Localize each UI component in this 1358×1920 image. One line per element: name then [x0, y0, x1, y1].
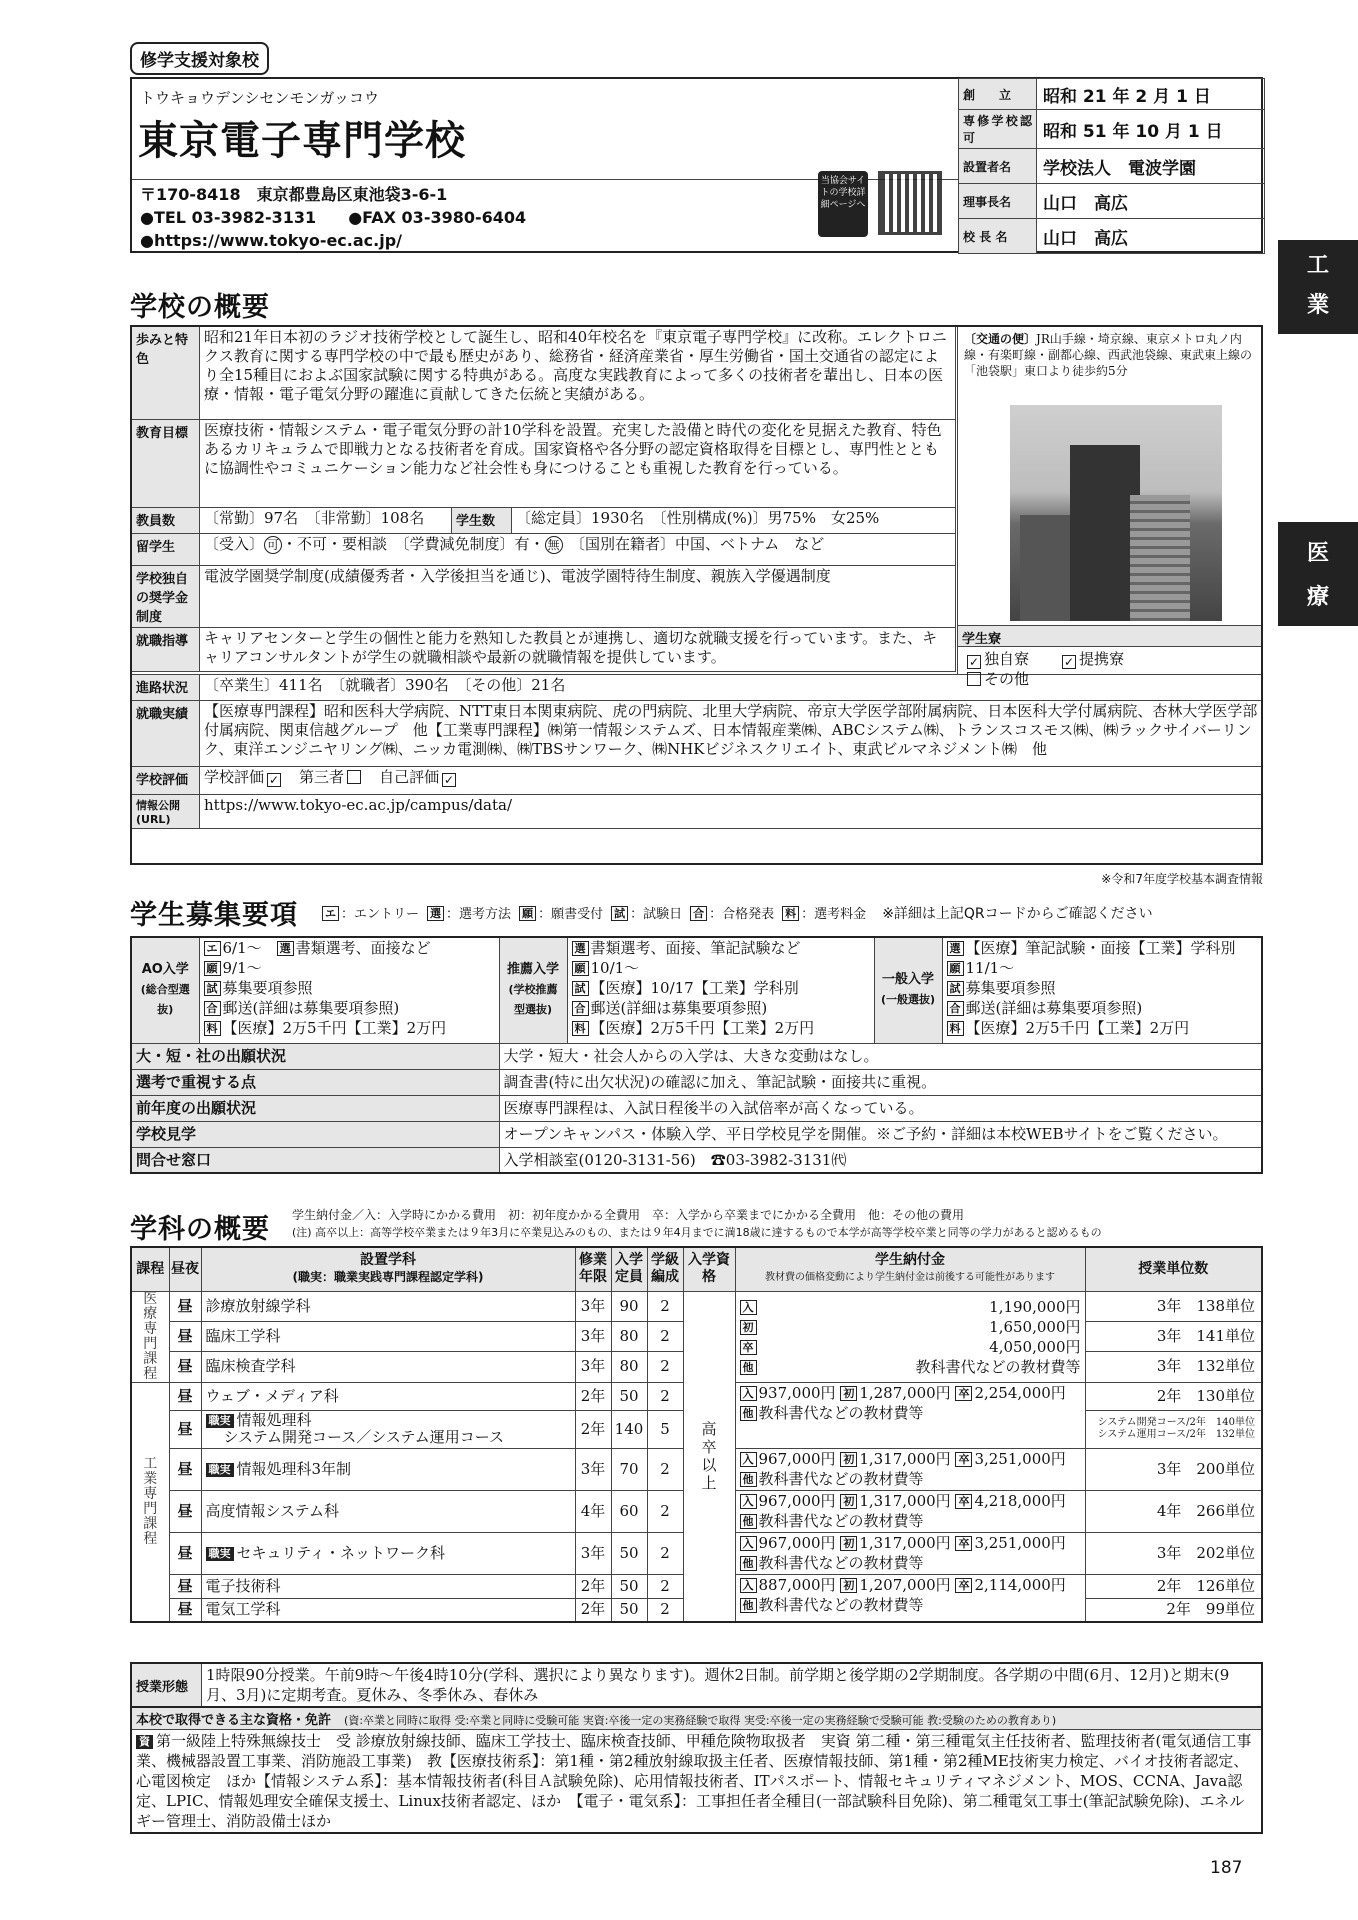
legend-item: 試 ：試験日 — [611, 907, 682, 922]
students-label: 学生数 — [452, 508, 512, 534]
path-label: 進路状況 — [132, 675, 200, 701]
recruit-line: 試 【医療】10/17【工業】学科別 — [572, 978, 870, 998]
table-row: 昼 電子技術科 2年 50 2 入 887,000円 初 1,207,000円 卒 2,114,000円 他 教科書代などの教材費等 2年 126単位 — [131, 1574, 1262, 1598]
qr-code-icon[interactable] — [878, 171, 942, 235]
eval-label: 学校評価 — [132, 767, 200, 795]
lesson-form: 授業形態 1時限90分授業。午前9時〜午後4時10分(学科、選択により異なります)。週休2日制。前学期と後学期の2学期制度。各学期の中間(6月、12月)と期末(9月、3月)に定期考査。夏休み、冬季休み、春休み — [130, 1662, 1263, 1706]
info-value: 山口 高広 — [1037, 219, 1265, 254]
recruit-legend: エ ：エントリー 選 ：選考方法 願 ：願書受付 試 ：試験日 合 ：合格発表 料 ：選考料金 ※詳細は上記QRコードからご確認ください — [322, 903, 1153, 923]
recruit-row-value: オープンキャンパス・体験入学、平日学校見学を開催。※ご予約・詳細は本校WEBサイトをご覧ください。 — [499, 1121, 1262, 1147]
info-label: 理事長名 — [959, 184, 1037, 219]
fee-note: (注) 高卒以上：高等学校卒業または９年3月に卒業見込みのもの、または９年4月までに満18歳に達するもので本学が高等学校卒業と同等の学力があると認めるもの — [292, 1226, 1102, 1239]
recruit-line: 選 【医療】筆記試験・面接【工業】学科別 — [947, 938, 1258, 958]
recruit-line: 試 募集要項参照 — [204, 978, 495, 998]
jobs-label: 就職実績 — [132, 701, 200, 767]
legend-item: 合 ：合格発表 — [690, 907, 774, 922]
goal-text: 医療技術・情報システム・電子電気分野の計10学科を設置。充実した設備と時代の変化を見据えた教育、特色あるカリキュラムで即戦力となる技術者を育成。国家資格や各分野の認定資格取得を目標とし、専門性とともに協調性やコミュニケーション能力など社会性も身につけることも重視した教育を行っている。 — [200, 420, 956, 508]
dept-table: 課程 昼夜 設置学科 (職実：職業実践専門課程認定学科) 修業年限 入学定員 学級編成 入学資格 学生納付金 教材費の価格変動により学生納付金は前後する可能性があります 授業単位数 医 療 専 門 課 程 昼 診療放射線学科 3年 90 2 高 卒 以 上 入 1,190,000円 初 1,650,000円 卒 4,050,000円 他 教科書代などの教材費等 3年 138単位 昼 臨床工学科 3年 80 2 3年 141単位 昼 臨床検査学科 3年 80 2 3年 132単位 工 業 専 門 課 程 昼 ウェブ・メディア科 2年 50 2 入 937,000円 初 1,287,000円 卒 2,254,000円 他 教科書代などの教材費等 2年 130単位 昼 職実 情報処理科 システム開発コース／システム運用コース 2年 140 5 システム開発コース/2年 140単位 システム運用コース/2年 132単位 昼 職実 情報処理科3年制 3年 70 2 入 967,000円 初 1,317,000円 卒 3,251,000円 他 教科書代などの教材費等 3年 200単位 昼 高度情報システム科 4年 60 2 入 967,000円 初 1,317,000円 卒 4,218,000円 他 教科書代などの教材費等 4年 266単位 昼 職実 セキュリティ・ネットワーク科 3年 50 2 入 967,000円 初 1,317,000円 卒 3,251,000円 他 教科書代などの教材費等 3年 202単位 昼 電子技術科 2年 50 2 入 887,000円 初 1,207,000円 卒 2,114,000円 他 教科書代などの教材費等 2年 126単位 昼 電気工学科 2年 50 2 2年 99単位 — [130, 1246, 1263, 1623]
legend-item: エ ：エントリー — [322, 907, 419, 922]
ind-fee: 入 967,000円 初 1,317,000円 卒 3,251,000円 他 教科書代などの教材費等 — [735, 1532, 1085, 1574]
building-photo — [1010, 405, 1222, 621]
school-header — [130, 77, 1263, 253]
recruit-row-value: 大学・短大・社会人からの入学は、大きな変動はなし。 — [499, 1043, 1262, 1069]
intl-text: 〔受入〕 可 ・不可・要相談 〔学費減免制度〕有・ 無 〔国別在籍者〕中国、ベトナム など — [200, 534, 956, 566]
school-address: 〒170-8418 東京都豊島区東池袋3-6-1 ●TEL 03-3982-3131 ●FAX 03-3980-6404 ●https://www.tokyo-ec.ac.jp/ — [140, 185, 527, 250]
table-row: 昼 職実 情報処理科3年制 3年 70 2 入 967,000円 初 1,317,000円 卒 3,251,000円 他 教科書代などの教材費等 3年 200単位 — [131, 1448, 1262, 1490]
jobs-text: 【医療専門課程】昭和医科大学病院、NTT東日本関東病院、虎の門病院、北里大学病院、帝京大学医学部附属病院、日本医科大学付属病院、杏林大学医学部付属病院、関東信越グループ 他【工業専門課程】㈱第一情報システムズ、日本情報産業㈱、ABCシステム㈱、トランスコスモス㈱、㈱ラックサイバーリンク、東洋エンジニヤリング㈱、ニッカ電測㈱、㈱TBSサンワーク、㈱NHKビジネスクリエイト、東武ビルマネジメント㈱ 他 — [200, 701, 1264, 767]
recruit-line: 合 郵送(詳細は募集要項参照) — [947, 998, 1258, 1018]
ind-fee: 入 967,000円 初 1,317,000円 卒 4,218,000円 他 教科書代などの教材費等 — [735, 1490, 1085, 1532]
page-number: 187 — [1210, 1858, 1243, 1878]
info-label: 創 立 — [959, 79, 1037, 110]
recruit-row-value: 医療専門課程は、入試日程後半の入試倍率が高くなっている。 — [499, 1095, 1262, 1121]
general-details — [942, 937, 1262, 1043]
side-tab-iryou[interactable]: 医 療 — [1278, 522, 1358, 626]
recruit-row-value: 調査書(特に出欠状況)の確認に加え、筆記試験・面接共に重視。 — [499, 1069, 1262, 1095]
med-fee: 入 1,190,000円 初 1,650,000円 卒 4,050,000円 他 教科書代などの教材費等 — [735, 1291, 1085, 1382]
side-tab-kougyou[interactable]: 工 業 — [1278, 240, 1358, 334]
scholar-label: 学校独自の奨学金制度 — [132, 566, 200, 628]
career-label: 就職指導 — [132, 628, 200, 672]
info-label: 設置者名 — [959, 149, 1037, 184]
recruit-row-label: 選考で重視する点 — [131, 1069, 499, 1095]
recruit-line: 合 郵送(詳細は募集要項参照) — [204, 998, 495, 1018]
table-row: 昼 高度情報システム科 4年 60 2 入 967,000円 初 1,317,000円 卒 4,218,000円 他 教科書代などの教材費等 4年 266単位 — [131, 1490, 1262, 1532]
fee-legend: 学生納付金／入：入学時にかかる費用 初：初年度かかる全費用 卒：入学から卒業までにかかる全費用 他：その他の費用 — [292, 1208, 965, 1222]
recruit-line: エ 6/1〜 選 書類選考、面接など — [204, 938, 495, 958]
legend-item: 選 ：選考方法 — [427, 907, 511, 922]
scholar-text: 電波学園奨学制度(成績優秀者・入学後担当を通じ)、電波学園特待生制度、親族入学優遇制度 — [200, 566, 956, 628]
recruit-line: 選 書類選考、面接、筆記試験など — [572, 938, 870, 958]
recruit-line: 料 【医療】2万5千円【工業】2万円 — [572, 1018, 870, 1038]
table-row: 昼 臨床検査学科 3年 80 2 3年 132単位 — [131, 1352, 1262, 1382]
public-label: 情報公開(URL) — [132, 795, 200, 829]
recruit-row-label: 学校見学 — [131, 1121, 499, 1147]
table-row: 昼 職実 情報処理科 システム開発コース／システム運用コース 2年 140 5 システム開発コース/2年 140単位 システム運用コース/2年 132単位 — [131, 1410, 1262, 1448]
info-label: 校 長 名 — [959, 219, 1037, 254]
qual-cell: 高 卒 以 上 — [683, 1291, 735, 1622]
table-row: 昼 職実 セキュリティ・ネットワーク科 3年 50 2 入 967,000円 初 1,317,000円 卒 3,251,000円 他 教科書代などの教材費等 3年 202単位 — [131, 1532, 1262, 1574]
info-value: 学校法人 電波学園 — [1037, 149, 1265, 184]
legend-item: 願 ：願書受付 — [519, 907, 603, 922]
access-panel: 〔交通の便〕JR山手線・埼京線、東京メトロ丸ノ内線・有楽町線・副都心線、西武池袋線、東武東上線の「池袋駅」東口より徒歩約5分 学生寮 ✓ 独自寮 ✓ 提携寮 その他 — [957, 327, 1263, 674]
group-industry: 工 業 専 門 課 程 — [131, 1382, 169, 1622]
info-value: 昭和 51 年 10 月 1 日 — [1037, 110, 1265, 149]
career-text: キャリアセンターと学生の個性と能力を熟知した教員とが連携し、適切な就職支援を行っています。また、キャリアコンサルタントが学生の就職相談や最新の就職情報を提供しています。 — [200, 628, 956, 672]
dorm-label: 学生寮 — [958, 625, 1263, 647]
info-value: 山口 高広 — [1037, 184, 1265, 219]
licenses: 本校で取得できる主な資格・免許 (資:卒業と同時に取得 受:卒業と同時に受験可能 実資:卒後一定の実務経験で取得 実受:卒後一定の実務経験で受験可能 教:受験のための教育あり) 資 第一級陸上特殊無線技士 受 診療放射線技師、臨床工学技士、臨床検査技師、甲種危険物取扱者 実資 第二種・第三種電気主任技術者、監理技術者(電気通信工事業、機械器設置工事業、消防施設工事業) 教【医療技術系】：第1種・第2種放射線取扱主任者、医療情報技師、第1種・第2種ME技術実力検定、バイオ技術者認定、心電図検定 ほか【情報システム系】：基本情報技術者(科目Ａ試験免除)、応用情報技術者、ITパスポート、情報セキュリティマネジメント、MOS、CCNA、Java認定、LPIC、情報処理安全確保支援士、Linux技術者認定、ほか 【電子・電気系】：工事担任者全種目(一部試験科目免除)、第二種電気工事士(筆記試験免除)、エネルギー管理士、消防設備士ほか — [130, 1706, 1263, 1834]
dept-title: 学科の概要 — [130, 1214, 270, 1245]
suisen-details — [567, 937, 874, 1043]
table-row: 昼 臨床工学科 3年 80 2 3年 141単位 — [131, 1321, 1262, 1351]
history-label: 歩みと特色 — [132, 327, 200, 420]
recruit-row-label: 前年度の出願状況 — [131, 1095, 499, 1121]
school-url[interactable]: ●https://www.tokyo-ec.ac.jp/ — [140, 231, 403, 250]
ind-fee: 入 887,000円 初 1,207,000円 卒 2,114,000円 他 教科書代などの教材費等 — [735, 1574, 1085, 1622]
ind-fee: 入 937,000円 初 1,287,000円 卒 2,254,000円 他 教科書代などの教材費等 — [735, 1382, 1085, 1448]
survey-note: ※令和7年度学校基本調査情報 — [1101, 872, 1263, 886]
school-name: 東京電子専門学校 — [138, 118, 466, 164]
staff-label: 教員数 — [132, 508, 200, 534]
eval-text: 学校評価 ✓ 第三者 自己評価 ✓ — [200, 767, 1264, 795]
info-table — [958, 78, 1265, 254]
legend-item: 料 ：選考料金 — [782, 907, 866, 922]
history-text: 昭和21年日本初のラジオ技術学校として誕生し、昭和40年校名を『東京電子専門学校』に改称。エレクトロニクス教育に関する専門学校の中で最も歴史があり、総務省・経済産業省・厚生労働省・国土交通省の認定により全15種目におよぶ国家試験に関する特典がある。高度な実践教育によって多くの技術者を輩出し、日本の医療・情報・電子電気分野の躍進に貢献してきた伝統と実績がある。 — [200, 327, 956, 420]
path-text: 〔卒業生〕411名 〔就職者〕390名 〔その他〕21名 — [200, 675, 1264, 701]
overview-title: 学校の概要 — [130, 292, 270, 323]
recruit-title: 学生募集要項 — [130, 900, 298, 931]
group-medical: 医 療 専 門 課 程 — [131, 1291, 169, 1382]
table-row: 医 療 専 門 課 程 昼 診療放射線学科 3年 90 2 高 卒 以 上 入 1,190,000円 初 1,650,000円 卒 4,050,000円 他 教科書代などの教材費等 3年 138単位 — [131, 1291, 1262, 1321]
recruit-line: 試 募集要項参照 — [947, 978, 1258, 998]
info-value: 昭和 21 年 2 月 1 日 — [1037, 79, 1265, 110]
ind-fee: 入 967,000円 初 1,317,000円 卒 3,251,000円 他 教科書代などの教材費等 — [735, 1448, 1085, 1490]
overview-box — [130, 325, 1263, 865]
recruit-line: 願 10/1〜 — [572, 958, 870, 978]
recruit-line: 合 郵送(詳細は募集要項参照) — [572, 998, 870, 1018]
school-kana: トウキョウデンシセンモンガッコウ — [140, 89, 380, 107]
ao-details — [199, 937, 499, 1043]
recruit-line: 料 【医療】2万5千円【工業】2万円 — [204, 1018, 495, 1038]
dorm-options: ✓ 独自寮 ✓ 提携寮 その他 — [968, 650, 1125, 688]
recruit-table: AO入学 (総合型選抜) エ 6/1〜 選 書類選考、面接など 願 9/1〜 試 募集要項参照 合 郵送(詳細は募集要項参照) 料 【医療】2万5千円【工業】2万円 推薦入学 (学校推薦型選抜) 選 書類選考、面接、筆記試験など 願 10/1〜 試 【医療】10/17【工業】学科別 合 郵送(詳細は募集要項参照) 料 【医療】2万5千円【工業】2万円 一般入学 (一般選抜) 選 【医療】筆記試験・面接【工業】学科別 願 11/1〜 試 募集要項参照 合 郵送(詳細は募集要項参照) 料 【医療】2万5千円【工業】2万円 大・短・社の出願状況 大学・短大・社会人からの入学は、大きな変動はなし。 選考で重視する点 調査書(特に出欠状況)の確認に加え、筆記試験・面接共に重視。 前年度の出願状況 医療専門課程は、入試日程後半の入試倍率が高くなっている。 学校見学 オープンキャンパス・体験入学、平日学校見学を開催。※ご予約・詳細は本校WEBサイトをご覧ください。 問合せ窓口 入学相談室(0120-3131-56) ☎03-3982-3131㈹ — [130, 936, 1263, 1174]
support-badge: 修学支援対象校 — [130, 42, 269, 75]
intl-label: 留学生 — [132, 534, 200, 566]
recruit-line: 料 【医療】2万5千円【工業】2万円 — [947, 1018, 1258, 1038]
staff-text: 〔常勤〕97名 〔非常勤〕108名 — [200, 508, 452, 534]
info-label: 専修学校認可 — [959, 110, 1037, 149]
public-url[interactable]: https://www.tokyo-ec.ac.jp/campus/data/ — [200, 795, 1264, 829]
recruit-row-value: 入学相談室(0120-3131-56) ☎03-3982-3131㈹ — [499, 1147, 1262, 1173]
goal-label: 教育目標 — [132, 420, 200, 508]
students-text: 〔総定員〕1930名 〔性別構成(%)〕男75% 女25% — [512, 508, 956, 534]
recruit-row-label: 問合せ窓口 — [131, 1147, 499, 1173]
table-row: 工 業 専 門 課 程 昼 ウェブ・メディア科 2年 50 2 入 937,000円 初 1,287,000円 卒 2,254,000円 他 教科書代などの教材費等 2年 130単位 — [131, 1382, 1262, 1410]
qr-note: 当協会サイトの学校詳細ページへ — [818, 171, 868, 237]
recruit-row-label: 大・短・社の出願状況 — [131, 1043, 499, 1069]
table-row: 昼 電気工学科 2年 50 2 2年 99単位 — [131, 1598, 1262, 1622]
recruit-line: 願 9/1〜 — [204, 958, 495, 978]
recruit-line: 願 11/1〜 — [947, 958, 1258, 978]
